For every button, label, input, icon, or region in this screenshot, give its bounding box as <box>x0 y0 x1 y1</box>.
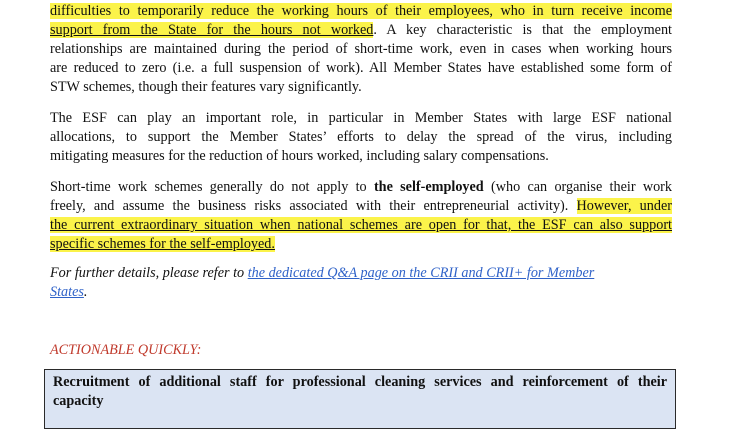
para2-line1: The ESF can play an important role, in particular in Member States with large ESF national <box>50 110 672 126</box>
self-employed-paragraph <box>50 178 672 254</box>
highlighted-phrase: support from the State for the hours not worked <box>50 22 374 38</box>
para1-line2: relationships are maintained during the period of short-time work, even in cases when working hours <box>50 41 672 57</box>
para1-line0: difficulties to temporarily reduce the working hours of their employees, who in turn receive income <box>50 3 672 19</box>
para1-line1: support from the State for the hours not worked. A key characteristic is that the employment <box>50 22 672 38</box>
para4-line1: For further details, please refer to the dedicated Q&A page on the CRII and CRII+ for Member <box>50 265 595 281</box>
esf-role-paragraph <box>50 109 672 166</box>
para3-line1: Short-time work schemes generally do not apply to the self-employed (who can organise their work <box>50 179 673 195</box>
para3-line4: specific schemes for the self-employed. <box>50 236 275 252</box>
recruitment-box-title: Recruitment of additional staff for professional cleaning services and reinforcement of their <box>53 374 667 390</box>
para2-line2: allocations, to support the Member States’ efforts to delay the spread of the virus, including <box>50 129 672 145</box>
qa-page-link-continued[interactable]: States <box>50 284 84 300</box>
self-employed-term: the self-employed <box>373 179 484 195</box>
further-details-paragraph <box>50 264 672 302</box>
para3-line3: the current extraordinary situation when national schemes are open for that, the ESF can also support <box>50 217 672 233</box>
qa-page-link[interactable]: the dedicated Q&A page on the CRII and CRII+ for Member <box>247 265 595 281</box>
para1-line4: STW schemes, though their features vary significantly. <box>50 79 362 95</box>
para4-line2: States. <box>50 284 88 300</box>
highlighted-phrase: However, under <box>576 198 672 214</box>
actionable-quickly-heading: ACTIONABLE QUICKLY: <box>50 342 202 358</box>
recruitment-box-title-continued: capacity <box>53 393 104 409</box>
short-time-work-paragraph <box>50 2 672 97</box>
recruitment-box <box>44 369 676 429</box>
para3-line2: freely, and assume the business risks associated with their entrepreneurial activity). However, under <box>50 198 672 214</box>
para1-line3: are reduced to zero (i.e. a full suspension of work). All Member States have established some form of <box>50 60 672 76</box>
para2-line3: mitigating measures for the reduction of hours worked, including salary compensations. <box>50 148 549 164</box>
